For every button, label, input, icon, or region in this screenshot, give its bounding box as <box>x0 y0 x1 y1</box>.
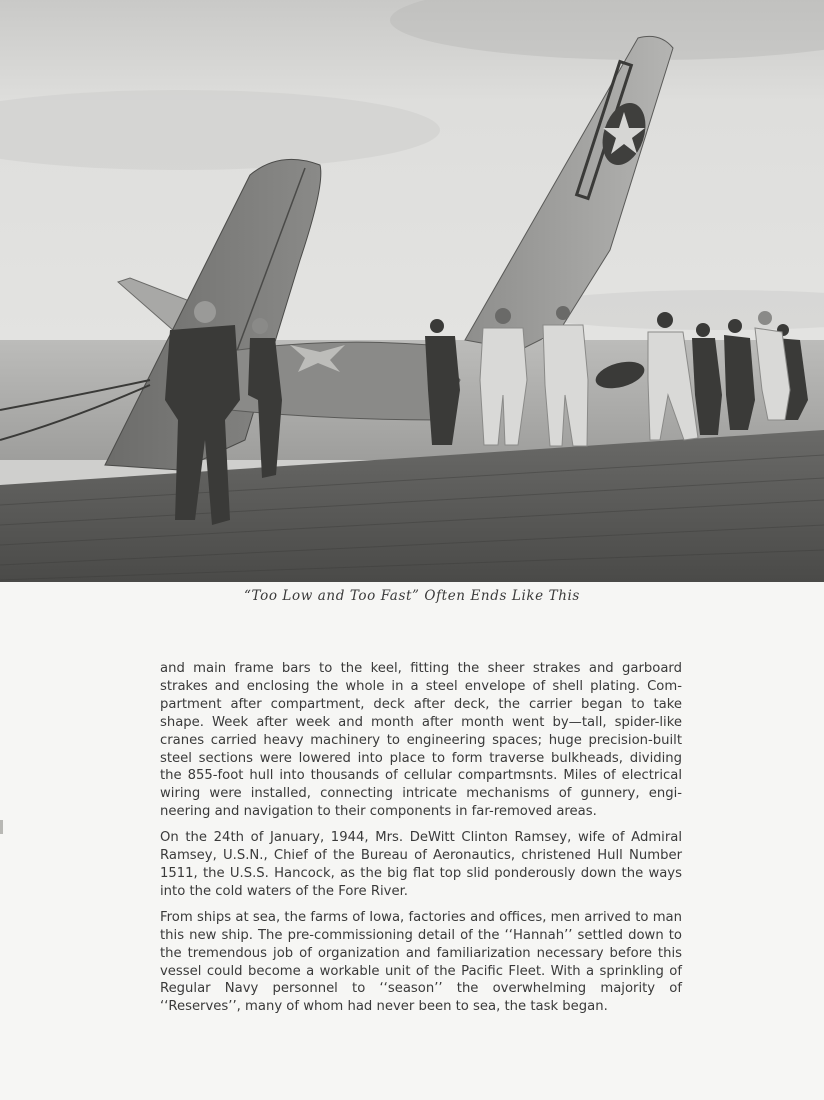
body-text <box>160 660 682 1024</box>
paragraph-christening: On the 24th of January, 1944, Mrs. DeWitt Clinton Ramsey, wife of Admiral Ramsey, U.S.N., Chief of the Bureau of Aeronautics, christened Hull Number 1511, the U.S.S. Hancock, as the big flat top slid ponderously down the ways into the cold waters of the Fore River. <box>160 830 682 899</box>
page-edge-mark <box>0 820 3 834</box>
paragraph-crew-arrival: From ships at sea, the farms of Iowa, factories and offices, men arrived to man this new ship. The pre-commissioning detail of the ‘‘Hannah’’ settled down to the tremendous job of organization and familiarization necessary before this vessel could become a workable unit of the Pacific Fleet. With a sprinkling of Regular Navy personnel to ‘‘season’’ the overwhelming majority of ‘‘Reserves’’, many of whom had never been to sea, the task began. <box>160 909 682 1015</box>
photo-caption: “Too Low and Too Fast” Often Ends Like This <box>244 588 580 604</box>
paragraph-construction: and main frame bars to the keel, fitting the sheer strakes and garboard strakes and enclosing the whole in a steel envelope of shell plating. Compartment after compartment, deck after deck, the carrier began to take shape. Week after week and month after month went by—tall, spider-like cranes carried heavy machinery to engineering spaces; huge precision-built steel sections were lowered into place to form traverse bulkheads, dividing the 855-foot hull into thousands of cellular compartmsnts. Miles of electrical wiring were installed, connecting intricate mechanisms of gunnery, engineering and navigation to their components in far-removed areas. <box>160 661 682 820</box>
